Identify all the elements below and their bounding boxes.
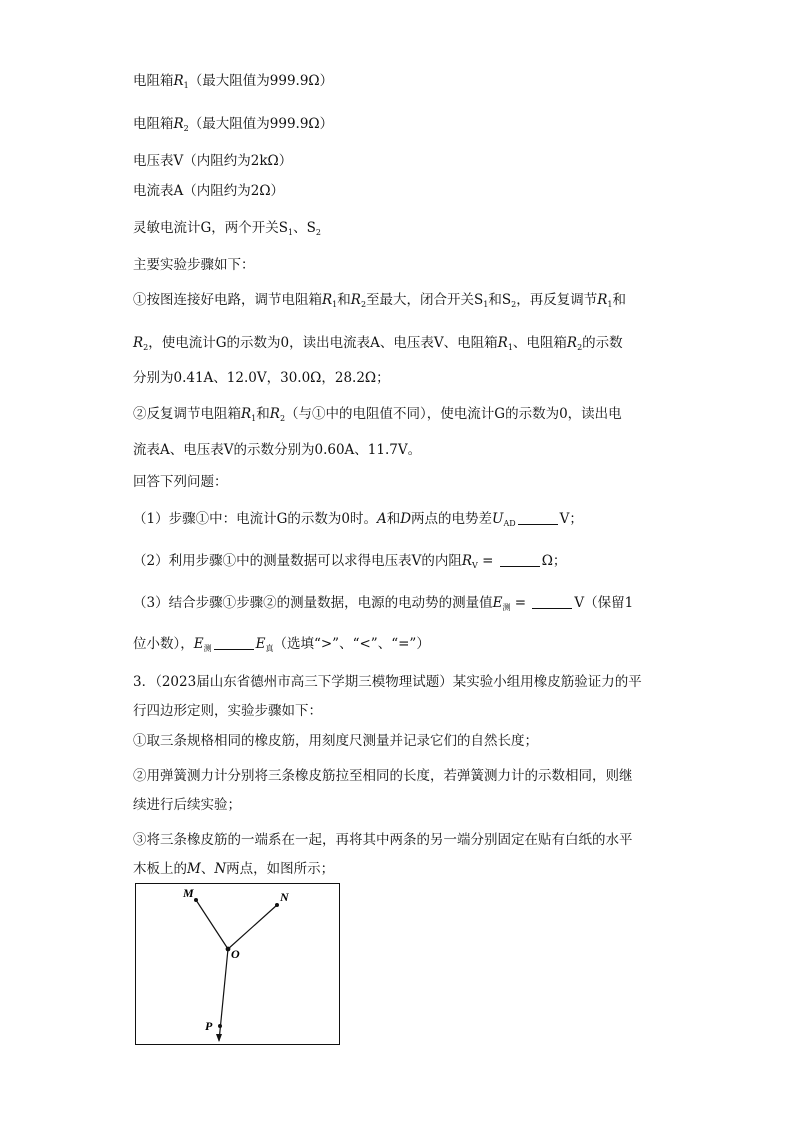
- step1-line1: ①按图连接好电路，调节电阻箱$R_1$和$R_2$至最大，闭合开关$S_1$和$S_2$，再反复调节$R_1$和: [133, 292, 626, 309]
- point-m: [194, 898, 198, 902]
- question-3-line2: 位小数），$E_测$ $E_真$（选填“>”、“<”、“=”）: [133, 636, 430, 653]
- problem3-step3a: ③将三条橡皮筋的一端系在一起，再将其中两条的另一端分别固定在贴有白纸的水平: [133, 832, 633, 848]
- step2-line2: 流表A、电压表V的示数分别为0.60A、11.7V。: [133, 442, 422, 458]
- steps-title: 主要实验步骤如下：: [133, 257, 255, 273]
- rubber-band-figure: [135, 883, 340, 1045]
- equip-ammeter: 电流表A（内阻约为2Ω）: [133, 183, 285, 199]
- point-n: [275, 903, 279, 907]
- point-o: [226, 947, 231, 952]
- equip-r1: 电阻箱$R_1$（最大阻值为999.9Ω）: [133, 73, 334, 90]
- problem3-step1: ①取三条规格相同的橡皮筋，用刻度尺测量并记录它们的自然长度；: [133, 733, 538, 749]
- equip-r2: 电阻箱$R_2$（最大阻值为999.9Ω）: [133, 116, 334, 133]
- equip-galv: 灵敏电流计G，两个开关$S_1$、$S_2$: [133, 220, 321, 237]
- label-p: P: [205, 1019, 213, 1033]
- label-m: M: [183, 886, 194, 900]
- label-n: N: [280, 890, 289, 904]
- answer-title: 回答下列问题：: [133, 474, 228, 490]
- label-o: O: [231, 947, 240, 961]
- answer-blank-4[interactable]: [214, 636, 254, 650]
- problem3-line1: 3．（2023届山东省德州市高三下学期三模物理试题）某实验小组用橡皮筋验证力的平: [133, 674, 642, 690]
- step2-line1: ②反复调节电阻箱$R_1$和$R_2$（与①中的电阻值不同），使电流计G的示数为0，读出电: [133, 406, 622, 423]
- problem3-line2: 行四边形定则，实验步骤如下：: [133, 703, 322, 719]
- problem3-step2b: 续进行后续实验；: [133, 797, 241, 813]
- problem3-step3b: 木板上的M、N两点，如图所示；: [133, 861, 335, 877]
- point-p: [218, 1024, 222, 1028]
- equip-voltmeter: 电压表V（内阻约为2kΩ）: [133, 153, 293, 169]
- answer-blank-3[interactable]: [532, 595, 572, 609]
- question-2: （2）利用步骤①中的测量数据可以求得电压表V的内阻$R_V = \Omega$；: [133, 553, 567, 570]
- step1-line2: $R_2$，使电流计G的示数为0，读出电流表A、电压表V、电阻箱$R_1$、电阻箱$R_2$的示数: [133, 335, 623, 352]
- problem3-step2a: ②用弹簧测力计分别将三条橡皮筋拉至相同的长度，若弹簧测力计的示数相同，则继: [133, 768, 633, 784]
- answer-blank-1[interactable]: [518, 511, 558, 525]
- figure-frame: [136, 884, 340, 1045]
- step1-line3: 分别为0.41A、12.0V，30.0Ω，28.2Ω；: [133, 370, 390, 386]
- answer-blank-2[interactable]: [500, 553, 540, 567]
- question-1: （1）步骤①中：电流计G的示数为0时。A和D两点的电势差$U_{AD}$ V；: [133, 511, 583, 528]
- question-3-line1: （3）结合步骤①步骤②的测量数据，电源的电动势的测量值$E_测 = V$（保留1: [133, 595, 634, 612]
